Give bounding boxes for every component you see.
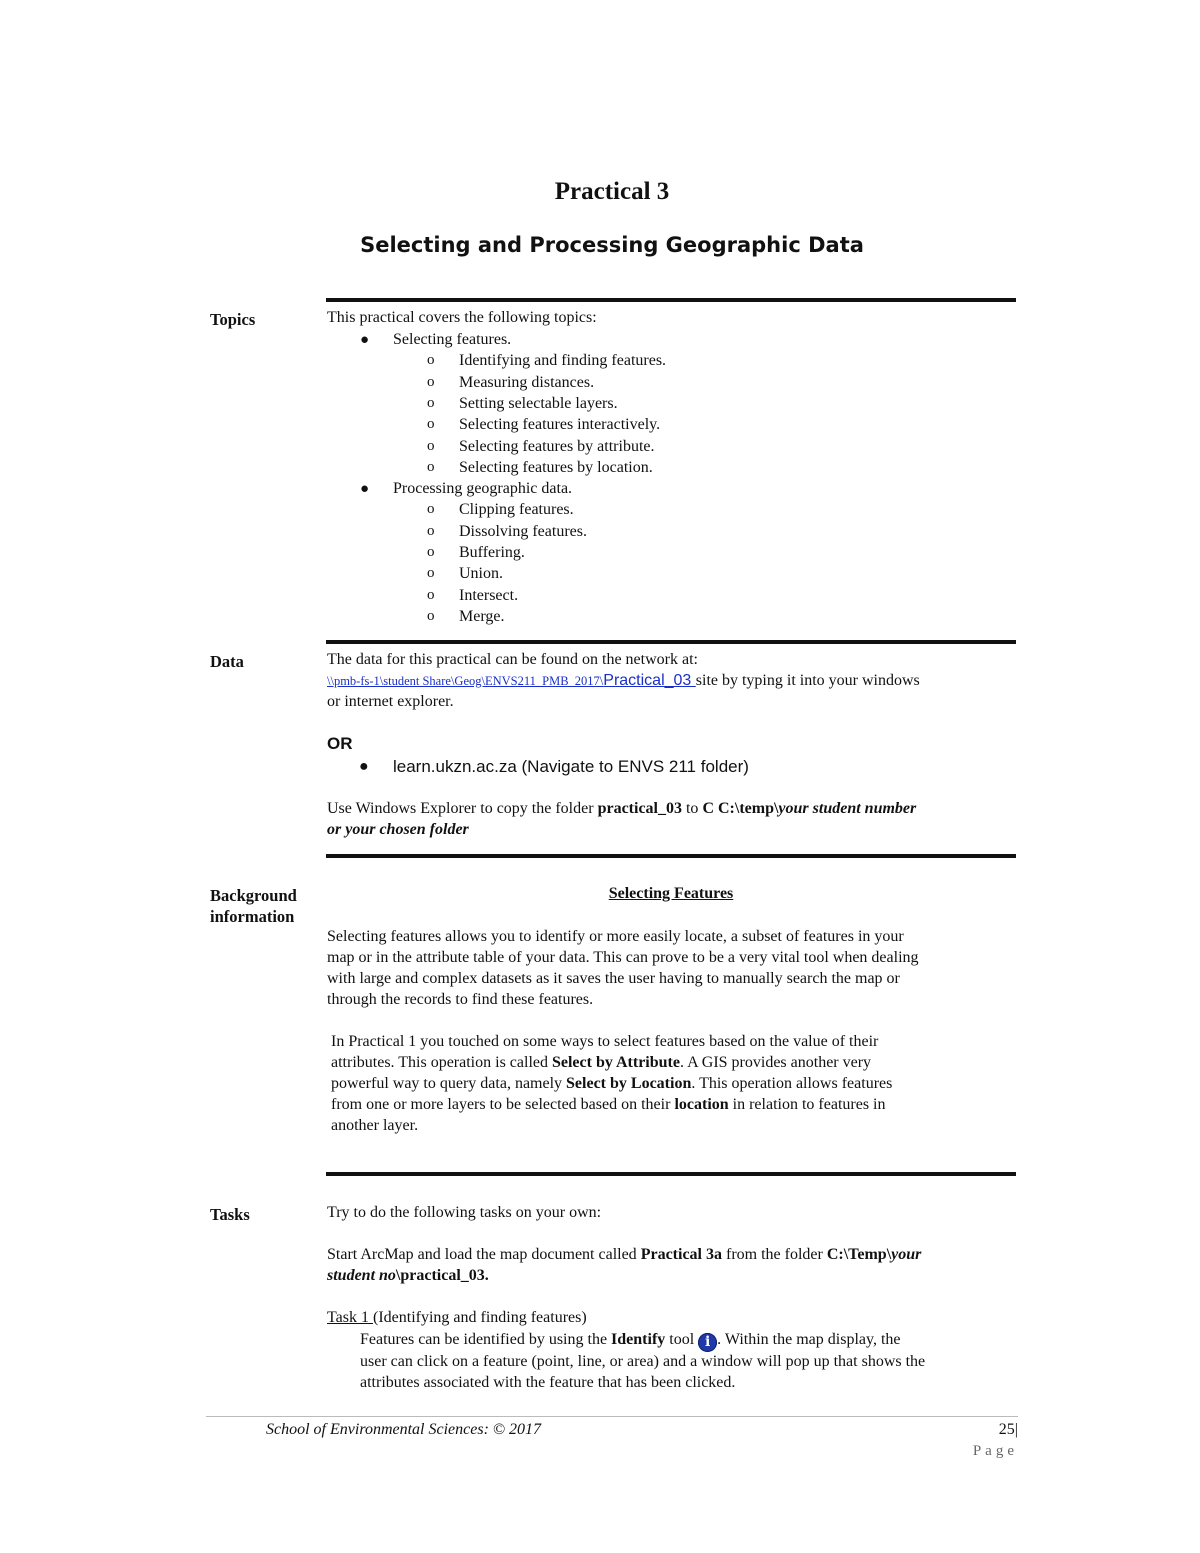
- text: attributes. This operation is called: [331, 1054, 552, 1071]
- text: from the folder: [721, 1246, 827, 1263]
- bg-para1-line: map or in the attribute table of your data. This can prove to be a very vital tool when dealing: [327, 949, 919, 966]
- topic-subitem: Measuring distances.: [459, 373, 595, 391]
- select-by-attribute: Select by Attribute: [551, 1054, 680, 1071]
- text: Start ArcMap and load the map document called: [327, 1246, 641, 1263]
- topic-subitem: Intersect.: [459, 586, 519, 604]
- background-label-1: Background: [210, 886, 297, 905]
- text: tool: [665, 1331, 699, 1348]
- text: from one or more layers to be selected based on their: [331, 1096, 675, 1113]
- folder-path: C:\Temp\: [826, 1246, 892, 1263]
- data-intro: The data for this practical can be found on the network at:: [327, 651, 698, 668]
- task1-line: attributes associated with the feature that has been clicked.: [360, 1374, 736, 1391]
- topics-label: Topics: [210, 310, 256, 329]
- network-folder: Practical_03: [603, 672, 696, 689]
- topic-subitem: Setting selectable layers.: [459, 394, 618, 412]
- identify-info-icon: i: [698, 1333, 717, 1352]
- bg-para2-line: another layer.: [331, 1117, 419, 1134]
- background-heading: Selecting Features: [608, 885, 734, 902]
- copy-to: to: [681, 800, 703, 817]
- section-divider: [326, 854, 1016, 858]
- sub-bullet-glyph: o: [427, 416, 435, 433]
- topic-subitem: Merge.: [459, 607, 505, 625]
- data-label: Data: [210, 652, 244, 671]
- topic-subitem: Identifying and finding features.: [459, 352, 667, 370]
- learn-site-item: learn.ukzn.ac.za (Navigate to ENVS 211 folder): [393, 757, 749, 776]
- topic-subitem: Dissolving features.: [459, 522, 587, 540]
- topics-intro: This practical covers the following topics:: [327, 309, 597, 326]
- section-divider: [326, 640, 1016, 644]
- copy-instructions-2: or your chosen folder: [327, 821, 469, 838]
- data-link-line: [327, 672, 920, 690]
- page-title: Practical 3: [554, 178, 670, 205]
- network-path-link[interactable]: [327, 672, 696, 689]
- map-document-name: Practical 3a: [640, 1246, 722, 1263]
- sub-bullet-glyph: o: [427, 586, 435, 603]
- topic-subitem: Clipping features.: [459, 501, 574, 519]
- topic-subitem: Buffering.: [459, 544, 525, 561]
- sub-bullet-glyph: o: [427, 437, 435, 454]
- task1-label: Task 1: [327, 1309, 373, 1326]
- text: . A GIS provides another very: [679, 1054, 872, 1071]
- task1-line: user can click on a feature (point, line, or area) and a window will pop up that shows the: [360, 1353, 926, 1370]
- bullet-glyph: ●: [360, 481, 370, 498]
- network-link-suffix: site by typing it into your windows: [695, 672, 920, 689]
- sub-bullet-glyph: o: [427, 458, 435, 475]
- task1-title: (Identifying and finding features): [372, 1309, 587, 1326]
- section-divider: [326, 1172, 1016, 1176]
- copy-instructions: [327, 800, 916, 818]
- start-arcmap-line: [327, 1246, 921, 1264]
- network-path: \\pmb-fs-1\student Share\Geog\ENVS211_PMB_2017\: [327, 674, 604, 688]
- topic-subitem: Union.: [459, 565, 503, 583]
- bg-para1-line: Selecting features allows you to identify or more easily locate, a subset of features in your: [327, 928, 904, 945]
- text: powerful way to query data, namely: [331, 1075, 567, 1092]
- tasks-label: Tasks: [210, 1205, 250, 1224]
- footer-divider: [206, 1416, 1018, 1417]
- task1-line: [360, 1331, 901, 1352]
- bg-para1-line: with large and complex datasets as it saves the user having to manually search the map or: [327, 970, 900, 987]
- start-arcmap-line-2: [327, 1267, 489, 1285]
- copy-student: your student number: [778, 800, 917, 817]
- copy-text: Use Windows Explorer to copy the folder: [327, 800, 598, 817]
- sub-bullet-glyph: o: [427, 352, 435, 369]
- topic-subitem: Selecting features by attribute.: [459, 437, 655, 455]
- page-subtitle: Selecting and Processing Geographic Data: [360, 233, 864, 257]
- sub-bullet-glyph: o: [427, 394, 435, 411]
- folder-path-italic: your: [891, 1246, 922, 1263]
- copy-folder: practical_03: [597, 800, 682, 817]
- sub-bullet-glyph: o: [427, 544, 435, 560]
- location-term: location: [674, 1096, 729, 1113]
- tasks-intro: Try to do the following tasks on your own:: [327, 1204, 602, 1221]
- practical-folder: \practical_03.: [395, 1267, 489, 1284]
- sub-bullet-glyph: o: [427, 565, 435, 582]
- bg-para2-line: [331, 1075, 892, 1093]
- student-no: student no: [327, 1267, 396, 1284]
- text: in relation to features in: [728, 1096, 886, 1113]
- topic-item: Processing geographic data.: [393, 480, 573, 498]
- bullet-glyph: ●: [360, 332, 370, 348]
- bg-para2-line: In Practical 1 you touched on some ways to select features based on the value of their: [331, 1033, 879, 1050]
- footer-copyright: School of Environmental Sciences: © 2017: [266, 1421, 542, 1438]
- text: . Within the map display, the: [717, 1331, 901, 1348]
- data-bullet-glyph: ●: [359, 758, 369, 775]
- text: Features can be identified by using the: [360, 1331, 612, 1348]
- sub-bullet-glyph: o: [427, 607, 435, 624]
- bg-para2-line: [331, 1054, 871, 1072]
- copy-path: C C:\temp\: [702, 800, 779, 817]
- background-label-2: information: [210, 907, 295, 926]
- identify-term: Identify: [611, 1331, 666, 1348]
- page-word: Page: [972, 1443, 1018, 1459]
- section-divider: [326, 298, 1016, 302]
- or-label: OR: [327, 734, 353, 753]
- sub-bullet-glyph: o: [427, 522, 435, 539]
- bg-para2-line: [331, 1096, 886, 1114]
- data-link-line-2: or internet explorer.: [327, 693, 454, 710]
- task1-heading: [327, 1309, 587, 1327]
- page-number: 25|: [998, 1421, 1018, 1438]
- topic-subitem: Selecting features interactively.: [459, 416, 661, 434]
- text: . This operation allows features: [691, 1075, 893, 1092]
- bg-para1-line: through the records to find these features.: [327, 991, 594, 1008]
- topic-subitem: Selecting features by location.: [459, 458, 653, 476]
- select-by-location: Select by Location: [566, 1075, 692, 1092]
- topic-item: Selecting features.: [393, 331, 512, 348]
- sub-bullet-glyph: o: [427, 373, 435, 390]
- sub-bullet-glyph: o: [427, 501, 435, 518]
